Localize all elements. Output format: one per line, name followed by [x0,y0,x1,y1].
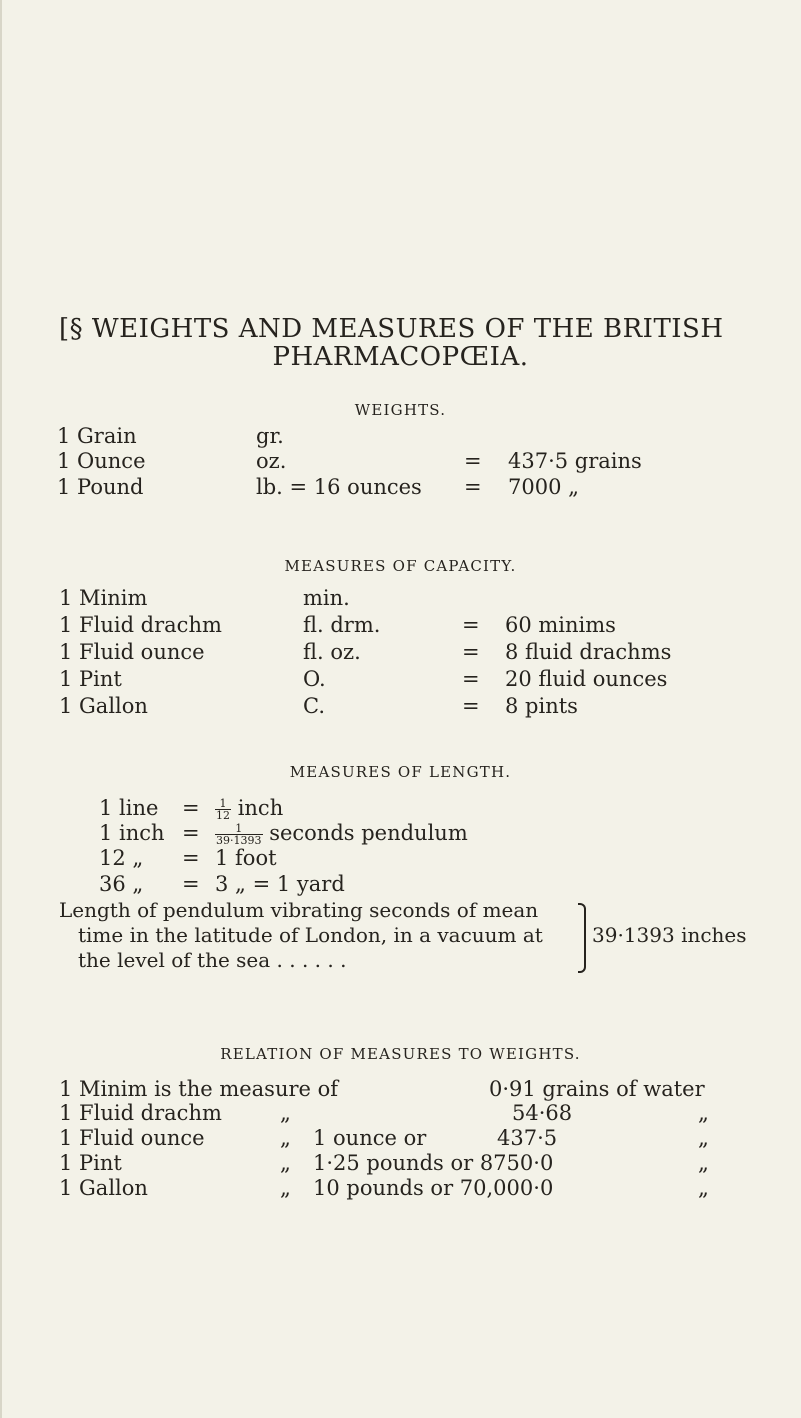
length-row-equals: = [182,796,200,820]
relation-row-name: 1 Gallon [59,1176,148,1200]
capacity-row-abbr: O. [303,667,326,691]
ditto-mark: „ [280,1151,291,1175]
relation-row-name: 1 Fluid ounce [59,1126,205,1150]
weights-row-name: 1 Grain [57,424,137,448]
ditto-mark: „ [698,1151,709,1175]
unit-text: inch [237,796,284,820]
relation-row-name: 1 Fluid drachm [59,1101,222,1125]
length-row-rhs: 3 „ = 1 yard [215,872,345,896]
length-row-lhs: 12 „ [99,846,144,870]
length-row-rhs: 1 foot [215,846,277,870]
length-heading: MEASURES OF LENGTH. [289,763,512,781]
relation-row-value: 437·5 [497,1126,558,1150]
capacity-row-equals: = [462,667,480,691]
weights-row-abbr: lb. = 16 ounces [256,475,422,499]
capacity-row-name: 1 Fluid drachm [59,613,222,637]
capacity-row-abbr: min. [303,586,350,610]
length-row-equals: = [182,846,200,870]
length-row-equals: = [182,872,200,896]
ditto-mark: „ [698,1176,709,1200]
fraction: $\frac{1}{12}$ [216,797,230,822]
capacity-heading: MEASURES OF CAPACITY. [284,557,517,575]
page-title-line2: PHARMACOPŒIA. [272,342,529,372]
pendulum-value: 39·1393 inches [592,923,747,947]
ditto-mark: „ [280,1101,291,1125]
capacity-row-value: 60 minims [505,613,616,637]
length-row-equals: = [182,821,200,845]
capacity-row-equals: = [462,640,480,664]
weights-row-abbr: gr. [256,424,284,448]
capacity-row-abbr: C. [303,694,325,718]
capacity-row-name: 1 Pint [59,667,122,691]
length-row-lhs: 1 inch [99,821,165,845]
ditto-mark: „ [280,1176,291,1200]
weights-row-name: 1 Ounce [57,449,146,473]
length-row-lhs: 36 „ [99,872,144,896]
weights-row-equals: = [464,449,482,473]
capacity-row-abbr: fl. oz. [303,640,361,664]
length-row-lhs: 1 line [99,796,159,820]
unit-text: seconds pendulum [269,821,468,845]
capacity-row-abbr: fl. drm. [303,613,381,637]
relation-row-value: 0·91 grains of water [489,1077,705,1101]
fraction: $\frac{1}{39\cdot 1393}$ [216,822,262,847]
relation-heading: RELATION OF MEASURES TO WEIGHTS. [220,1045,581,1063]
relation-row-value: 54·68 [512,1101,573,1125]
capacity-row-name: 1 Gallon [59,694,148,718]
weights-row-value: 437·5 grains [508,449,642,473]
capacity-row-value: 8 fluid drachms [505,640,672,664]
curly-brace [578,903,586,973]
pendulum-line: time in the latitude of London, in a vacuum at [78,923,543,947]
capacity-row-value: 20 fluid ounces [505,667,668,691]
relation-row-name: 1 Pint [59,1151,122,1175]
capacity-row-equals: = [462,613,480,637]
relation-row-mid: 10 pounds or 70,000·0 [313,1176,554,1200]
capacity-row-value: 8 pints [505,694,578,718]
relation-row-mid: 1·25 pounds or 8750·0 [313,1151,554,1175]
length-row-rhs [215,796,283,821]
weights-row-name: 1 Pound [57,475,144,499]
capacity-row-name: 1 Minim [59,586,148,610]
weights-row-abbr: oz. [256,449,287,473]
page-title-line1: [§ WEIGHTS AND MEASURES OF THE BRITISH [59,314,724,344]
relation-row-mid: 1 ounce or [313,1126,427,1150]
pendulum-line: Length of pendulum vibrating seconds of mean [59,898,539,922]
relation-row-name: 1 Minim is the measure of [59,1077,339,1101]
capacity-row-equals: = [462,694,480,718]
weights-row-equals: = [464,475,482,499]
ditto-mark: „ [698,1101,709,1125]
weights-row-value: 7000 „ [508,475,579,499]
page-edge [0,0,2,1418]
pendulum-line: the level of the sea . . . . . . [78,948,347,972]
capacity-row-name: 1 Fluid ounce [59,640,205,664]
ditto-mark: „ [698,1126,709,1150]
ditto-mark: „ [280,1126,291,1150]
length-row-rhs [215,821,468,846]
weights-heading: WEIGHTS. [354,401,447,419]
